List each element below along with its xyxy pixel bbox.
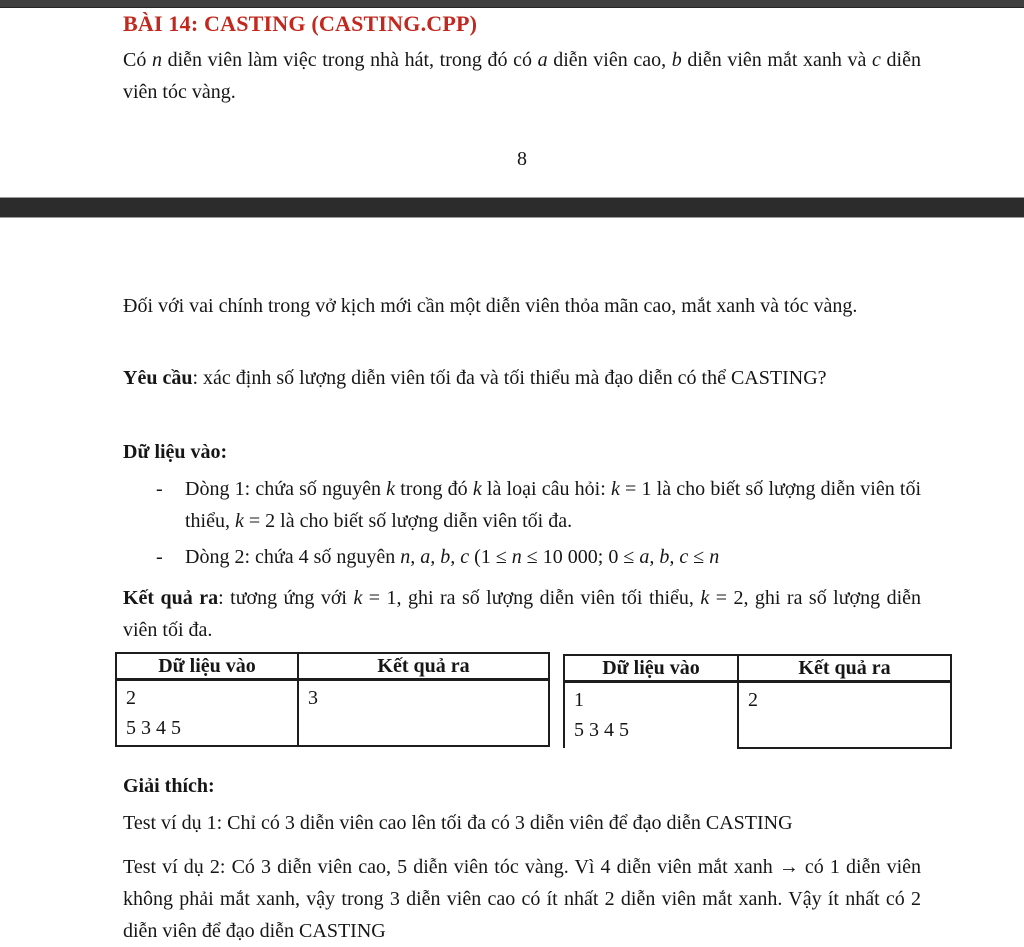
bullet-item-line1 — [123, 473, 921, 537]
page-separator-bar — [0, 197, 1024, 218]
requirement-text: : xác định số lượng diễn viên tối đa và tối thiểu mà đạo diễn có thể CASTING? — [192, 367, 827, 389]
table-input-cell — [116, 680, 298, 747]
problem-title: BÀI 14: CASTING (CASTING.CPP) — [123, 11, 478, 36]
input-line: 5 3 4 5 — [574, 719, 629, 741]
problem-intro-paragraph: Có n diễn viên làm việc trong nhà hát, trong đó có a diễn viên cao, b diễn viên mắt xanh và c diễn viên tóc vàng. — [123, 49, 921, 103]
para-test-example-1: Test ví dụ 1: Chỉ có 3 diễn viên cao lên tối đa có 3 diễn viên để đạo diễn CASTING — [123, 812, 793, 834]
table-header-row — [116, 653, 549, 680]
table-input-cell — [564, 682, 738, 749]
bullet-item-line2 — [123, 541, 921, 573]
para-test-example-2: Test ví dụ 2: Có 3 diễn viên cao, 5 diễn viên tóc vàng. Vì 4 diễn viên mắt xanh → có 1 diễn viên không phải mắt xanh, vậy trong 3 diễn viên cao có ít nhất 2 diễn viên mắt xanh. Vậy ít nhất có 2 diễn viên để đạo diễn CASTING — [123, 856, 921, 942]
heading-explanation: Giải thích: — [123, 775, 215, 797]
para-requirement — [123, 362, 921, 394]
io-table-2 — [563, 654, 952, 749]
top-edge-bar — [0, 0, 1024, 8]
table-data-row — [564, 682, 951, 749]
bullet-text: Dòng 2: chứa 4 số nguyên n, a, b, c (1 ≤ n ≤ 10 000; 0 ≤ a, b, c ≤ n — [185, 546, 720, 568]
table-header-input: Dữ liệu vào — [564, 655, 738, 682]
table-header-output: Kết quả ra — [738, 655, 951, 682]
io-table-1 — [115, 652, 550, 747]
para-output — [123, 582, 921, 646]
input-bullet-list — [123, 473, 921, 573]
page-number: 8 — [517, 148, 527, 170]
table-header-output: Kết quả ra — [298, 653, 549, 680]
requirement-label: Yêu cầu — [123, 367, 193, 389]
para-main-role: Đối với vai chính trong vở kịch mới cần một diễn viên thỏa mãn cao, mắt xanh và tóc vàng. — [123, 295, 858, 317]
table-output-cell: 3 — [298, 680, 549, 747]
table-output-cell: 2 — [738, 682, 951, 749]
output-label: Kết quả ra — [123, 587, 219, 609]
output-text: : tương ứng với k = 1, ghi ra số lượng diễn viên tối thiểu, k = 2, ghi ra số lượng diễn viên tối đa. — [123, 587, 921, 641]
table-data-row — [116, 680, 549, 747]
input-line: 1 — [574, 689, 584, 711]
bullet-text: Dòng 1: chứa số nguyên k trong đó k là loại câu hỏi: k = 1 là cho biết số lượng diễn viên tối thiểu, k = 2 là cho biết số lượng diễn viên tối đa. — [185, 478, 921, 532]
table-header-row — [564, 655, 951, 682]
bullet-marker: - — [156, 546, 163, 568]
table-header-input: Dữ liệu vào — [116, 653, 298, 680]
input-line: 2 — [126, 687, 136, 709]
heading-input-data: Dữ liệu vào: — [123, 441, 228, 463]
bullet-marker: - — [156, 478, 163, 500]
input-line: 5 3 4 5 — [126, 717, 181, 739]
